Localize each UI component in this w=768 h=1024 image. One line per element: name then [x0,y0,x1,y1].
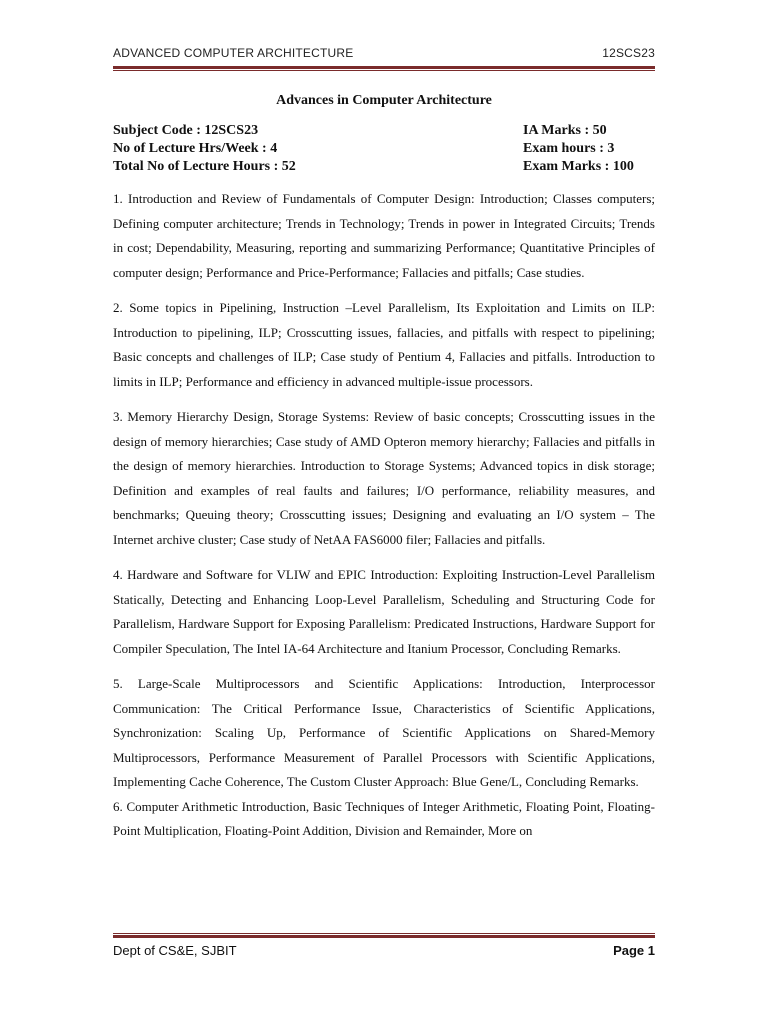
unit-5: 5. Large-Scale Multiprocessors and Scientific Applications: Introduction, Interprocessor Communication: The Critical Performance Issue, Characteristics of Scientific Applications, Synchronization: Scaling Up, Performance of Scientific Applications on Shared-Memory Multiprocessors, Performance Measurement of Parallel Processors with Scientific Applications, Implementing Cache Coherence, The Custom Cluster Approach: Blue Gene/L, Concluding Remarks. [113,676,655,789]
footer-page-number: Page 1 [613,943,655,958]
exam-hours: Exam hours : 3 [523,141,615,156]
subject-code: Subject Code : 12SCS23 [113,123,259,138]
unit-1: 1. Introduction and Review of Fundamentals of Computer Design: Introduction; Classes computers; Defining computer architecture; Trends in Technology; Trends in power in Integrated Circuits; Trends in cost; Dependability, Measuring, reporting and summarizing Performance; Quantitative Principles of computer design; Performance and Price-Performance; Fallacies and pitfalls; Case studies. [113,191,655,280]
meta-right [523,122,634,176]
syllabus-content [113,187,655,855]
unit-3: 3. Memory Hierarchy Design, Storage Systems: Review of basic concepts; Crosscutting issues in the design of memory hierarchies; Case study of AMD Opteron memory hierarchy; Fallacies and pitfalls in the design of memory hierarchies. Introduction to Storage Systems; Advanced topics in disk storage; Definition and examples of real faults and failures; I/O performance, reliability measures, and benchmarks; Queuing theory; Crosscutting issues; Designing and evaluating an I/O system – The Internet archive cluster; Case study of NetAA FAS6000 filer; Fallacies and pitfalls. [113,409,655,547]
unit-4: 4. Hardware and Software for VLIW and EPIC Introduction: Exploiting Instruction-Level Parallelism Statically, Detecting and Enhancing Loop-Level Parallelism, Scheduling and Structuring Code for Parallelism, Hardware Support for Exposing Parallelism: Predicated Instructions, Hardware Support for Compiler Speculation, The Intel IA-64 Architecture and Itanium Processor, Concluding Remarks. [113,567,655,656]
exam-marks: Exam Marks : 100 [523,159,634,174]
document-title: Advances in Computer Architecture [276,93,492,108]
header-course-title: ADVANCED COMPUTER ARCHITECTURE [113,46,354,60]
ia-marks: IA Marks : 50 [523,123,607,138]
unit-6: 6. Computer Arithmetic Introduction, Basic Techniques of Integer Arithmetic, Floating Point, Floating-Point Multiplication, Floating-Point Addition, Division and Remainder, More on [113,798,655,838]
footer-department: Dept of CS&E, SJBIT [113,943,237,958]
lecture-hrs-week: No of Lecture Hrs/Week : 4 [113,141,278,156]
unit-2: 2. Some topics in Pipelining, Instruction –Level Parallelism, Its Exploitation and Limits on ILP: Introduction to pipelining, ILP; Crosscutting issues, fallacies, and pitfalls with respect to pipelining; Basic concepts and challenges of ILP; Case study of Pentium 4, Fallacies and pitfalls. Introduction to limits in ILP; Performance and efficiency in advanced multiple-issue processors. [113,300,655,389]
footer-rule [113,933,655,938]
header-course-code: 12SCS23 [602,46,655,60]
total-lecture-hours: Total No of Lecture Hours : 52 [113,159,296,174]
header-rule [113,66,655,71]
meta-left [113,122,296,176]
